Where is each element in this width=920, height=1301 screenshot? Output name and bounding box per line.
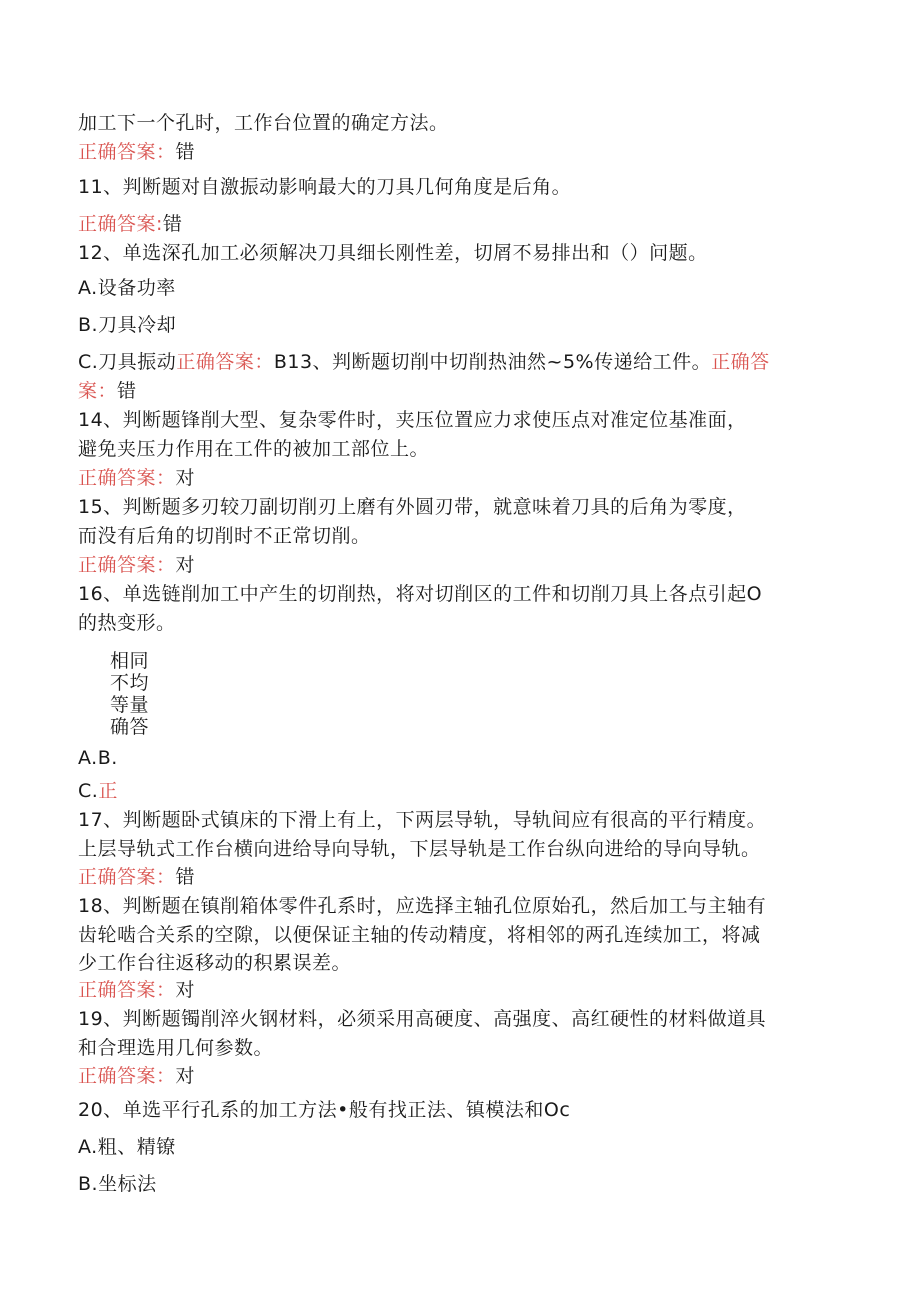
answer-value: 正 [98, 780, 118, 802]
answer-line [78, 463, 195, 493]
answer-label: 正确答案： [78, 141, 176, 163]
option-a: A.设备功率 [78, 277, 176, 299]
answer-label: 正确答案： [78, 1065, 176, 1087]
answer-label: 正确答 [711, 351, 770, 373]
answer-line [78, 1061, 195, 1091]
answer-label: 正确答案： [78, 467, 176, 489]
question-13: B13、判断题切削中切削热油然~5%传递给工件。 [273, 351, 712, 373]
question-16-cont: 的热变形。 [78, 612, 176, 634]
answer-value: 对 [175, 979, 196, 1001]
question-19: 19、判断题镯削淬火钢材料，必须采用高硬度、高强度、高红硬性的材料做道具 [78, 1008, 767, 1030]
answer-line [78, 975, 195, 1005]
question-17-cont: 上层导轨式工作台横向进给导向导轨，下层导轨是工作台纵向进给的导向导轨。 [78, 838, 761, 860]
option-text: 不均 [110, 672, 150, 694]
question-14: 14、判断题锋削大型、复杂零件时，夹压位置应力求使压点对准定位基准面， [78, 409, 747, 431]
option-a: A.粗、精镣 [78, 1136, 176, 1158]
text-line: 加工下一个孔时，工作台位置的确定方法。 [78, 112, 449, 134]
question-14-cont: 避免夹压力作用在工件的被加工部位上。 [78, 438, 430, 460]
answer-value: 错 [162, 213, 183, 235]
answer-value: 错 [175, 141, 196, 163]
option-c: C. [78, 780, 99, 802]
question-18-cont: 少工作台往返移动的积累误差。 [78, 952, 352, 974]
answer-line [78, 376, 137, 406]
answer-line [78, 137, 195, 167]
question-15: 15、判断题多刃较刀副切削刃上磨有外圆刃带，就意味着刀具的后角为零度， [78, 496, 747, 518]
option-b: B.坐标法 [78, 1173, 157, 1195]
option-c: C.刀具振动 [78, 351, 177, 373]
answer-line [78, 550, 195, 580]
answer-label: 正确答案： [176, 351, 274, 373]
option-b: B.刀具冷却 [78, 314, 177, 336]
answer-value: 对 [175, 1065, 196, 1087]
answer-line [78, 209, 182, 239]
option-c-answer-line [78, 347, 770, 377]
option-c-line [78, 776, 118, 806]
option-text: 等量 [110, 694, 150, 716]
answer-label: 案： [78, 380, 118, 402]
answer-value: 对 [175, 554, 196, 576]
question-15-cont: 而没有后角的切削时不正常切削。 [78, 525, 371, 547]
question-18-cont: 齿轮啮合关系的空隙，以便保证主轴的传动精度，将相邻的两孔连续加工，将减 [78, 924, 761, 946]
option-text: 相同 [110, 650, 150, 672]
option-ab: A.B. [78, 747, 118, 769]
answer-label: 正确答案： [78, 866, 176, 888]
answer-label: 正确答案： [78, 979, 176, 1001]
question-20: 20、单选平行孔系的加工方法•般有找正法、镇模法和Oc [78, 1099, 571, 1121]
answer-label: 正确答案： [78, 554, 176, 576]
answer-value: 错 [117, 380, 137, 402]
question-17: 17、判断题卧式镇床的下滑上有上，下两层导轨，导轨间应有很高的平行精度。 [78, 809, 767, 831]
answer-label: 正确答案: [78, 213, 163, 235]
answer-line [78, 862, 195, 892]
answer-value: 错 [175, 866, 196, 888]
question-18: 18、判断题在镇削箱体零件孔系时，应选择主轴孔位原始孔，然后加工与主轴有 [78, 895, 767, 917]
answer-value: 对 [175, 467, 196, 489]
question-19-cont: 和合理选用几何参数。 [78, 1037, 274, 1059]
question-12: 12、单选深孔加工必须解决刀具细长刚性差，切屑不易排出和（）问题。 [78, 242, 708, 264]
question-16: 16、单选链削加工中产生的切削热，将对切削区的工件和切削刀具上各点引起O [78, 583, 763, 605]
option-text: 确答 [110, 716, 150, 738]
question-11: 11、判断题对自激振动影响最大的刀具几何角度是后角。 [78, 176, 572, 198]
